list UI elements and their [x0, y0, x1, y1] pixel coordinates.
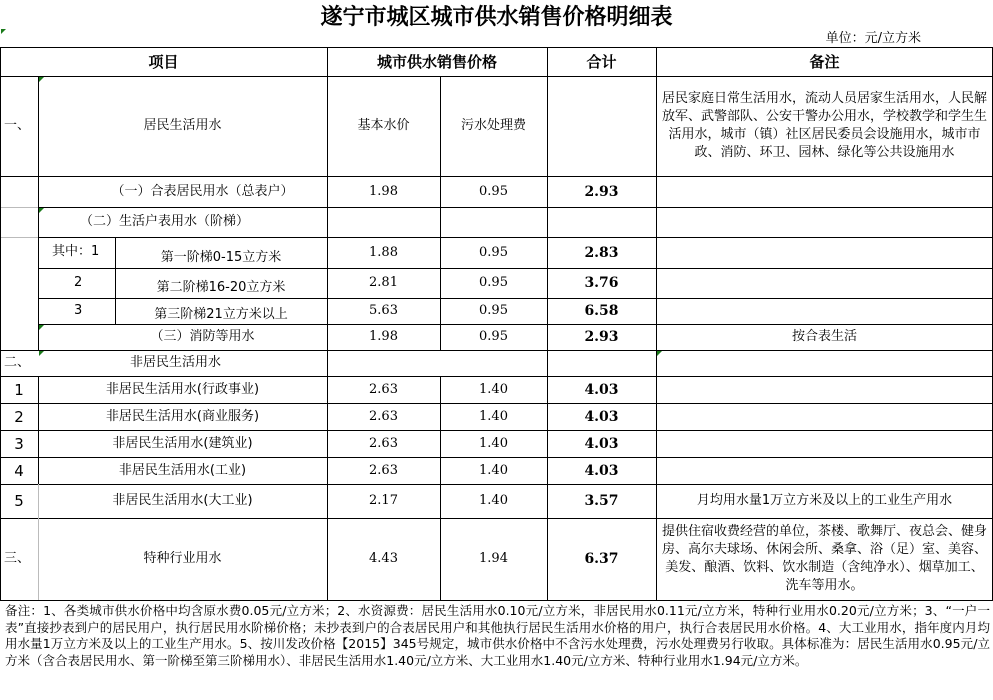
- nonres-2-index: 2: [14, 407, 24, 426]
- nonres-1-basic: 2.63: [369, 381, 398, 397]
- nonres-2-name: 非居民生活用水(商业服务): [105, 408, 260, 424]
- row-fire-sewage: 0.95: [479, 329, 508, 344]
- nonres-4-basic: 2.63: [369, 462, 398, 478]
- tier1-name: 第一阶梯0-15立方米: [160, 250, 282, 265]
- sec1-basic-price-label: 基本水价: [357, 118, 410, 133]
- nonres-5-total: 3.57: [584, 493, 619, 509]
- nonres-5-note: 月均用水量1万立方米及以上的工业生产用水: [696, 493, 953, 508]
- nonres-2-basic: 2.63: [369, 408, 398, 424]
- tier2-name: 第二阶梯16-20立方米: [156, 280, 286, 295]
- row-combined-sewage: 0.95: [479, 183, 508, 199]
- nonres-5-name: 非居民生活用水(大工业): [112, 493, 253, 508]
- unit-label: 单位：元/立方米: [825, 31, 921, 46]
- sec3-name: 特种行业用水: [143, 551, 222, 566]
- nonres-3-index: 3: [14, 434, 24, 453]
- nonres-1-sewage: 1.40: [479, 381, 508, 397]
- row-combined-name: （一）合表居民用水（总表户）: [111, 183, 294, 199]
- nonres-5-sewage: 1.40: [479, 493, 508, 508]
- row-combined-basic: 1.98: [369, 183, 398, 199]
- sec1-sewage-label: 污水处理费: [460, 118, 526, 133]
- cell-marker: [657, 351, 662, 356]
- row-fire-basic: 1.98: [369, 329, 398, 344]
- sec3-note: 提供住宿收费经营的单位，茶楼、歌舞厅、夜总会、健身房、高尔夫球场、休闲会所、桑拿、浴（足）室、美容、美发、酿酒、饮料、饮水制造（含纯净水）、烟草加工、洗车等用水。: [661, 524, 987, 593]
- cell-marker: [1, 29, 6, 34]
- nonres-5-index: 5: [14, 492, 24, 510]
- nonres-4-sewage: 1.40: [479, 462, 508, 478]
- tier1-sewage: 0.95: [479, 244, 508, 260]
- sec3-index: 三、: [4, 551, 31, 566]
- tier2-basic: 2.81: [369, 275, 398, 290]
- header-total: 合计: [586, 52, 617, 71]
- nonres-3-name: 非居民生活用水(建筑业): [112, 435, 253, 451]
- nonres-2-sewage: 1.40: [479, 408, 508, 424]
- header-price: 城市供水销售价格: [376, 52, 497, 71]
- tier3-total: 6.58: [584, 303, 619, 319]
- row-tiered-name: （二）生活户表用水（阶梯）: [80, 214, 250, 229]
- nonres-4-name: 非居民生活用水(工业): [118, 462, 247, 478]
- nonres-1-total: 4.03: [584, 381, 619, 398]
- sec3-sewage: 1.94: [479, 551, 508, 566]
- tier3-basic: 5.63: [369, 303, 398, 318]
- nonres-3-total: 4.03: [584, 435, 619, 452]
- tier1-total: 2.83: [584, 244, 619, 261]
- row-fire-note: 按合表生活: [791, 329, 857, 344]
- nonres-1-index: 1: [14, 380, 24, 399]
- tier3-sewage: 0.95: [479, 303, 508, 318]
- nonres-5-basic: 2.17: [369, 493, 398, 508]
- header-note: 备注: [809, 52, 840, 71]
- tier1-basic: 1.88: [369, 244, 398, 260]
- row-fire-total: 2.93: [584, 329, 619, 345]
- sec1-note: 居民家庭日常生活用水，流动人员居家生活用水，人民解放军、武警部队、公安干警办公用水，学校教学和学生生活用水，城市（镇）社区居民委员会设施用水，城市市政、消防、环卫、园林、绿化等公共设施用水: [661, 91, 987, 160]
- nonres-3-sewage: 1.40: [479, 435, 508, 451]
- nonres-1-name: 非居民生活用水(行政事业): [105, 381, 260, 397]
- tier2-sewage: 0.95: [479, 275, 508, 290]
- sec1-index: 一、: [4, 118, 31, 133]
- nonres-3-basic: 2.63: [369, 435, 398, 451]
- row-combined-total: 2.93: [584, 183, 619, 200]
- sec2-name: 非居民生活用水: [130, 355, 222, 370]
- tier2-index: 2: [74, 275, 83, 290]
- sec3-total: 6.37: [584, 551, 619, 567]
- tier2-total: 3.76: [584, 275, 619, 291]
- tier3-name: 第三阶梯21立方米以上: [154, 307, 288, 322]
- sec2-index: 二、: [4, 355, 31, 370]
- footer-notes: 备注：1、各类城市供水价格中均含原水费0.05元/立方米；2、水资源费：居民生活用水0.10元/立方米，非居民用水0.11元/立方米，特种行业用水0.20元/立方米；3、“一户一表”直接抄表到户的居民用户，执行居民用水阶梯价格；未抄表到户的合表居民用户和其他执行居民生活用水价格的用户，执行合表居民用水价格。4、大工业用水，指年度内月均用水量1万立方米及以上的工业生产用水。5、按川发改价格【2015】345号规定，城市供水价格中不含污水处理费，污水处理费另行收取。具体标准为：居民生活用水0.95元/立方米（含合表居民用水、第一阶梯至第三阶梯用水）、非居民生活用水1.40元/立方米、大工业用水1.40元/立方米、特种行业用水1.94元/立方米。: [5, 603, 990, 668]
- sec3-basic: 4.43: [369, 551, 398, 566]
- nonres-2-total: 4.03: [584, 408, 619, 425]
- tier3-index: 3: [74, 303, 83, 318]
- nonres-4-index: 4: [14, 461, 24, 480]
- tier1-index: 其中：1: [52, 244, 100, 259]
- page-title: 遂宁市城区城市供水销售价格明细表: [320, 4, 673, 30]
- sec1-name: 居民生活用水: [143, 118, 222, 133]
- row-fire-name: （三）消防等用水: [150, 329, 255, 344]
- header-item: 项目: [148, 52, 179, 71]
- nonres-4-total: 4.03: [584, 462, 619, 479]
